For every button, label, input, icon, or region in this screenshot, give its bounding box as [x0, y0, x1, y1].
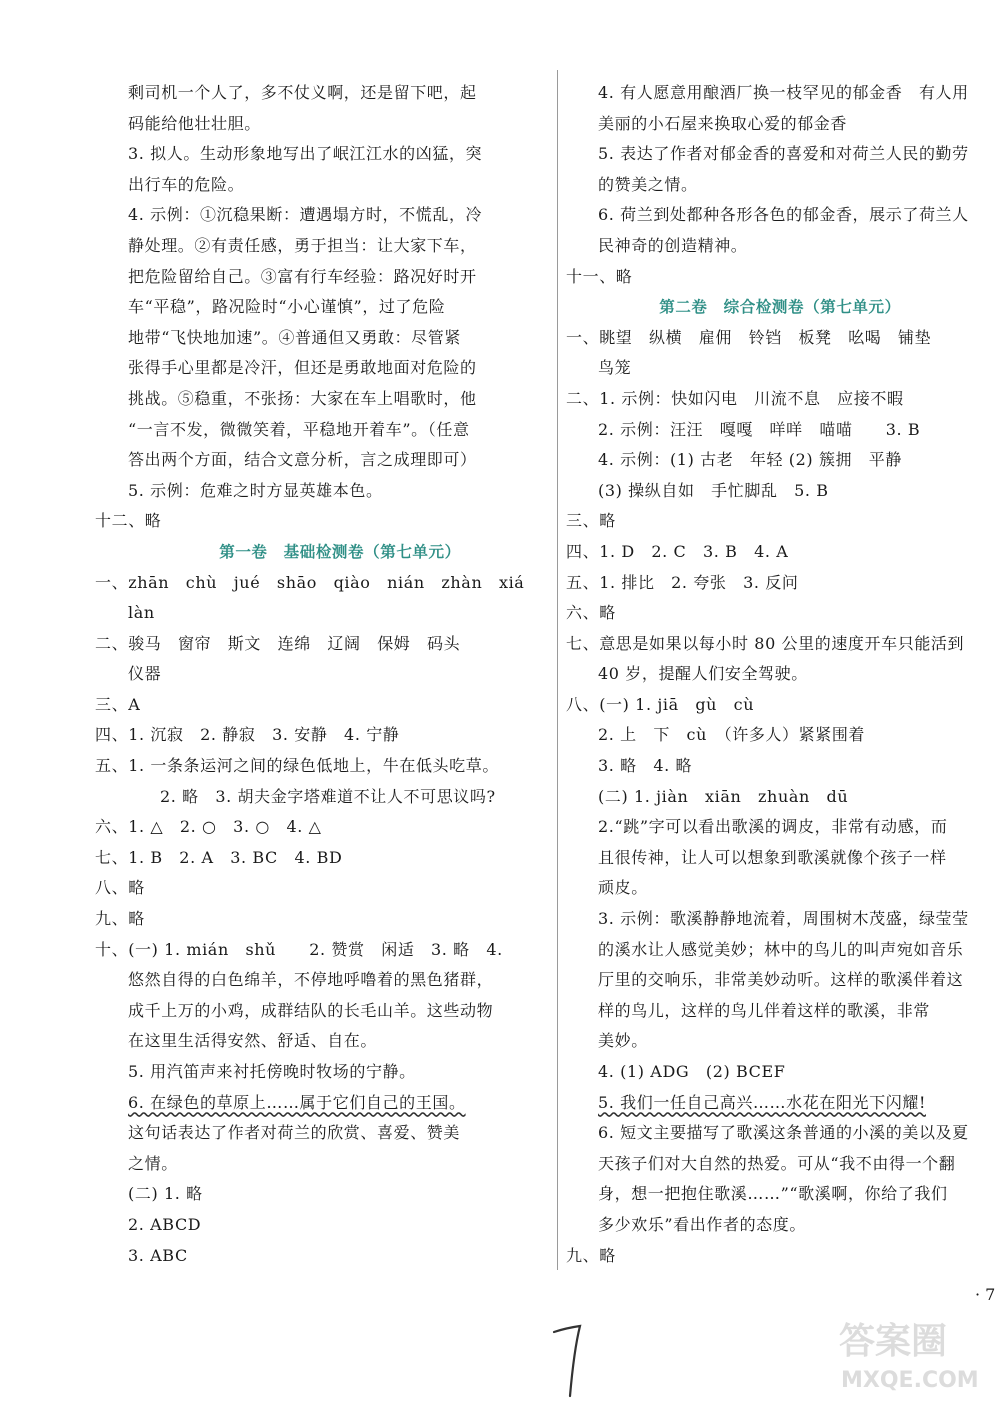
line-text: 成千上万的小鸡，成群结队的长毛山羊。这些动物: [128, 1000, 494, 1020]
underlined-text: 6. 在绿色的草原上……属于它们自己的王国。: [128, 1092, 466, 1112]
text-line: [566, 1057, 994, 1088]
line-text: 3. 略 4. 略: [598, 756, 693, 776]
line-text: 40 岁，提醒人们安全驾驶。: [598, 664, 808, 684]
line-text: 九、略: [95, 909, 145, 929]
line-text: 挑战。⑤稳重，不张扬：大家在车上唱歌时，他: [128, 388, 477, 408]
text-line: [566, 415, 994, 446]
text-line: [128, 965, 552, 996]
line-text: 4. 示例：(1) 古老 年轻 (2) 簇拥 平静: [598, 450, 902, 470]
line-text: “一言不发，微微笑着，平稳地开着车”。（任意: [128, 419, 470, 439]
text-line: [566, 598, 994, 629]
text-line: [128, 109, 552, 140]
text-line: [566, 843, 994, 874]
line-text: 3. 示例：歌溪静静地流着，周围树木茂盛，绿莹莹: [598, 909, 969, 929]
line-text: 身，想一把抱住歌溪……”“歌溪啊，你给了我们: [598, 1184, 948, 1204]
text-line: [128, 353, 552, 384]
line-text: 四、1. D 2. C 3. B 4. A: [566, 541, 789, 561]
text-line: [566, 506, 994, 537]
text-line: [128, 476, 552, 507]
text-line: [566, 568, 994, 599]
line-text: 美丽的小石屋来换取心爱的郁金香: [598, 113, 848, 133]
text-line: [566, 1210, 994, 1241]
text-line: [128, 1057, 552, 1088]
text-line: [128, 1118, 552, 1149]
line-text: 一、zhān chù jué shāo qiào nián zhàn xiá: [95, 572, 525, 592]
line-text: 答出两个方面，结合文意分析，言之成理即可）: [128, 450, 477, 470]
line-text: 2. 上 下 cù （许多人）紧紧围着: [598, 725, 866, 745]
page-number: · 7: [975, 1285, 996, 1304]
text-line: [566, 109, 994, 140]
line-text: 第一卷 基础检测卷（第七单元）: [219, 542, 461, 561]
line-text: (二) 1. 略: [128, 1184, 203, 1204]
text-line: [95, 935, 552, 966]
text-line: [566, 659, 994, 690]
line-text: 的溪水让人感觉美妙；林中的鸟儿的叫声宛如音乐: [598, 939, 964, 959]
text-line: [566, 1088, 994, 1119]
line-text: 车“平稳”，路况险时“小心谨慎”，过了危险: [128, 297, 446, 317]
line-text: 出行车的危险。: [128, 174, 245, 194]
text-line: [128, 231, 552, 262]
text-line: [128, 323, 552, 354]
line-text: 6. 荷兰到处都种各形各色的郁金香，展示了荷兰人: [598, 205, 969, 225]
line-text: 十一、略: [566, 266, 633, 286]
line-text: 4. (1) ADG (2) BCEF: [598, 1062, 786, 1081]
text-line: [566, 200, 994, 231]
line-text: làn: [128, 603, 155, 623]
line-text: 十二、略: [95, 511, 162, 531]
line-text: 2. ABCD: [128, 1214, 202, 1234]
line-text: 六、略: [566, 603, 616, 623]
text-line: [128, 170, 552, 201]
line-text: 静处理。②有责任感，勇于担当：让大家下车，: [128, 235, 477, 255]
watermark-logo: [835, 1315, 995, 1395]
text-line: [128, 1210, 552, 1241]
line-text: 天孩子们对大自然的热爱。可从“我不由得一个翻: [598, 1153, 956, 1173]
line-text: 十、(一) 1. mián shǔ 2. 赞赏 闲适 3. 略 4.: [95, 939, 503, 959]
text-line: [566, 690, 994, 721]
text-line: [566, 262, 994, 293]
text-line: [128, 1026, 552, 1057]
text-line: [566, 720, 994, 751]
text-line: [566, 537, 994, 568]
left-column: [95, 78, 552, 1271]
line-text: 多少欢乐”看出作者的态度。: [598, 1214, 806, 1234]
text-line: [566, 904, 994, 935]
line-text: 七、意思是如果以每小时 80 公里的速度开车只能活到: [566, 633, 965, 653]
line-text: 二、1. 示例：快如闪电 川流不息 应接不暇: [566, 388, 904, 408]
text-line: [566, 1149, 994, 1180]
line-text: 4. 有人愿意用酿酒厂换一枝罕见的郁金香 有人用: [598, 83, 969, 102]
text-line: [128, 262, 552, 293]
text-line: [566, 384, 994, 415]
svg-text:MXQE.COM: MXQE.COM: [841, 1368, 979, 1393]
line-text: 五、1. 排比 2. 夸张 3. 反问: [566, 572, 799, 592]
line-text: 第二卷 综合检测卷（第七单元）: [659, 298, 901, 317]
text-line: [566, 1118, 994, 1149]
text-line: [566, 873, 994, 904]
line-text: 2.“跳”字可以看出歌溪的调皮，非常有动感，而: [598, 817, 948, 837]
text-line: [95, 568, 552, 599]
line-text: 二、骏马 窗帘 斯文 连绵 辽阔 保姆 码头: [95, 633, 461, 653]
line-text: 三、A: [95, 694, 141, 714]
text-line: [128, 292, 552, 323]
line-text: 八、(一) 1. jiā gù cù: [566, 694, 755, 714]
text-line: [566, 751, 994, 782]
line-text: 2. 示例：汪汪 嘎嘎 咩咩 喵喵 3. B: [598, 419, 921, 439]
line-text: 五、1. 一条条运河之间的绿色低地上，牛在低头吃草。: [95, 756, 499, 776]
line-text: 的赞美之情。: [598, 174, 698, 194]
line-text: 5. 用汽笛声来衬托傍晚时牧场的宁静。: [128, 1062, 416, 1081]
section-heading: [566, 292, 994, 323]
column-divider: [557, 70, 558, 1270]
text-line: [128, 1179, 552, 1210]
text-line: [128, 782, 552, 813]
line-text: 张得手心里都是冷汗，但还是勇敢地面对危险的: [128, 358, 477, 378]
line-text: 仪器: [128, 664, 162, 684]
text-line: [566, 782, 994, 813]
text-line: [566, 1241, 994, 1272]
underlined-text: 5. 我们一任自己高兴……水花在阳光下闪耀!: [598, 1092, 926, 1112]
line-text: 在这里生活得安然、舒适、自在。: [128, 1031, 378, 1051]
text-line: [95, 629, 552, 660]
text-line: [566, 476, 994, 507]
line-text: 2. 略 3. 胡夫金字塔难道不让人不可思议吗?: [160, 786, 496, 806]
text-line: [566, 139, 994, 170]
line-text: 4. 示例：①沉稳果断：遭遇塌方时，不慌乱，冷: [128, 205, 483, 225]
text-line: [566, 629, 994, 660]
line-text: 九、略: [566, 1245, 616, 1265]
line-text: (3) 操纵自如 手忙脚乱 5. B: [598, 480, 829, 500]
svg-text:答案圈: 答案圈: [839, 1321, 948, 1362]
text-line: [566, 78, 994, 109]
line-text: 顽皮。: [598, 878, 648, 898]
text-line: [566, 1026, 994, 1057]
text-line: [128, 598, 552, 629]
line-text: 这句话表达了作者对荷兰的欣赏、喜爱、赞美: [128, 1123, 461, 1143]
line-text: 一、眺望 纵横 雇佣 铃铛 板凳 吆喝 铺垫: [566, 327, 932, 347]
text-line: [566, 170, 994, 201]
text-line: [128, 1149, 552, 1180]
text-line: [95, 751, 552, 782]
text-line: [566, 996, 994, 1027]
line-text: 七、1. B 2. A 3. BC 4. BD: [95, 847, 343, 867]
text-line: [566, 231, 994, 262]
text-line: [566, 1179, 994, 1210]
text-line: [95, 873, 552, 904]
line-text: 美妙。: [598, 1031, 648, 1051]
line-text: 码能给他壮壮胆。: [128, 113, 261, 133]
line-text: 八、略: [95, 878, 145, 898]
line-text: 三、略: [566, 511, 616, 531]
text-line: [128, 659, 552, 690]
handwritten-page-number: [548, 1320, 588, 1400]
text-line: [95, 690, 552, 721]
text-line: [95, 843, 552, 874]
line-text: 剩司机一个人了，多不仗义啊，还是留下吧，起: [128, 83, 477, 102]
text-line: [95, 720, 552, 751]
text-line: [95, 506, 552, 537]
text-line: [128, 445, 552, 476]
text-line: [128, 200, 552, 231]
line-text: 四、1. 沉寂 2. 静寂 3. 安静 4. 宁静: [95, 725, 400, 745]
text-line: [128, 384, 552, 415]
line-text: 3. 拟人。生动形象地写出了岷江江水的凶猛，突: [128, 144, 483, 164]
line-text: 悠然自得的白色绵羊，不停地呼噜着的黑色猪群，: [128, 970, 494, 990]
line-text: 六、1. △ 2. ○ 3. ○ 4. △: [95, 817, 322, 837]
text-line: [128, 139, 552, 170]
text-line: [566, 323, 994, 354]
line-text: 且很传神，让人可以想象到歌溪就像个孩子一样: [598, 847, 947, 867]
text-line: [95, 812, 552, 843]
section-heading: [128, 537, 552, 568]
line-text: 之情。: [128, 1153, 178, 1173]
line-text: 地带“飞快地加速”。④普通但又勇敢：尽管紧: [128, 327, 461, 347]
text-line: [566, 935, 994, 966]
text-line: [128, 996, 552, 1027]
line-text: 样的鸟儿，这样的鸟儿伴着这样的歌溪，非常: [598, 1000, 931, 1020]
line-text: 厅里的交响乐，非常美妙动听。这样的歌溪伴着这: [598, 970, 964, 990]
text-line: [128, 1088, 552, 1119]
text-line: [128, 78, 552, 109]
line-text: (二) 1. jiàn xiān zhuàn dū: [598, 786, 849, 806]
text-line: [566, 965, 994, 996]
text-line: [566, 353, 994, 384]
text-line: [128, 1241, 552, 1272]
line-text: 6. 短文主要描写了歌溪这条普通的小溪的美以及夏: [598, 1123, 969, 1143]
text-line: [128, 415, 552, 446]
line-text: 3. ABC: [128, 1245, 188, 1265]
line-text: 民神奇的创造精神。: [598, 235, 748, 255]
line-text: 5. 表达了作者对郁金香的喜爱和对荷兰人民的勤劳: [598, 144, 969, 164]
text-line: [95, 904, 552, 935]
line-text: 鸟笼: [598, 358, 632, 378]
line-text: 5. 示例：危难之时方显英雄本色。: [128, 480, 383, 500]
text-line: [566, 445, 994, 476]
right-column: [566, 78, 994, 1271]
text-line: [566, 812, 994, 843]
line-text: 把危险留给自己。③富有行车经验：路况好时开: [128, 266, 477, 286]
